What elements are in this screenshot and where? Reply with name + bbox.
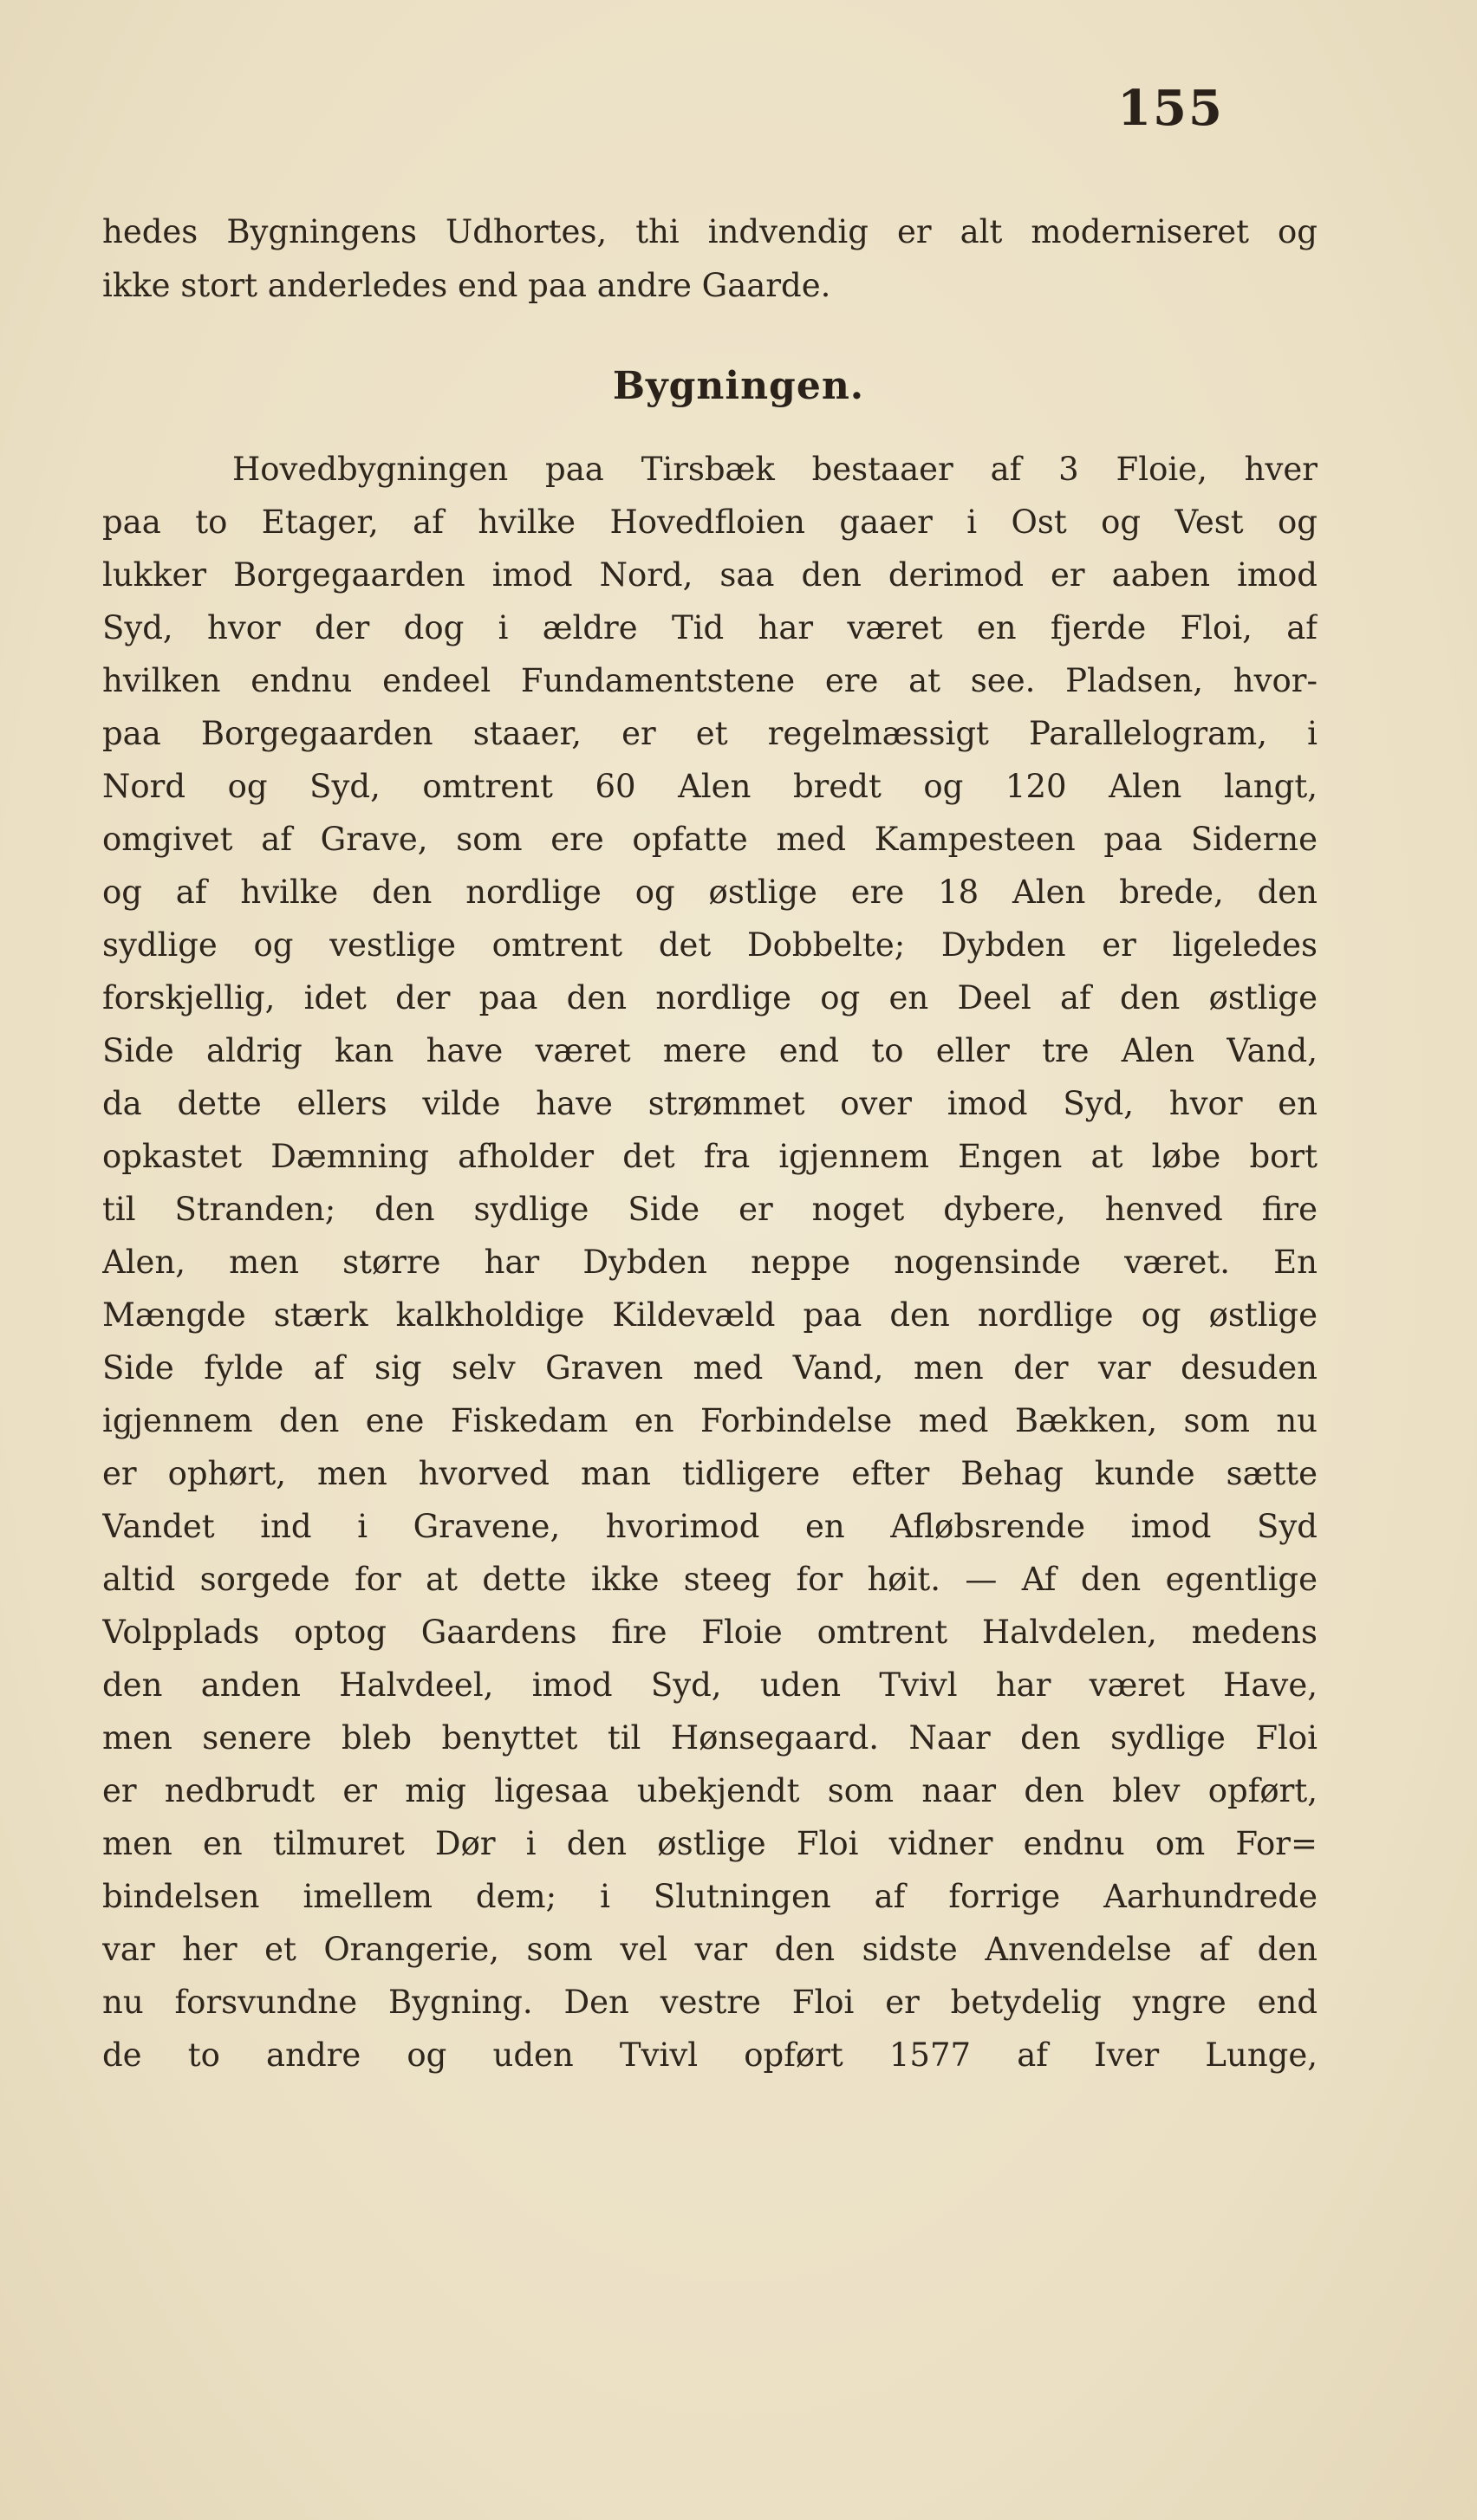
body-line-2: paa to Etager, af hvilke Hovedfloien gaaer i Ost og Vest og xyxy=(102,503,1318,541)
body-line-30: nu forsvundne Bygning. Den vestre Floi er betydelig yngre end xyxy=(102,1984,1318,2021)
body-line-20: er ophørt, men hvorved man tidligere efter Behag kunde sætte xyxy=(102,1455,1318,1492)
body-line-16: Alen, men større har Dybden neppe nogensinde været. En xyxy=(102,1244,1318,1281)
body-line-11: forskjellig, idet der paa den nordlige og en Deel af den østlige xyxy=(102,979,1318,1016)
body-line-28: bindelsen imellem dem; i Slutningen af forrige Aarhundrede xyxy=(102,1878,1318,1915)
intro-line-1: hedes Bygningens Udhortes, thi indvendig er alt moderniseret og xyxy=(102,213,1318,250)
body-line-4: Syd, hvor der dog i ældre Tid har været en fjerde Floi, af xyxy=(102,609,1318,646)
page-number: 155 xyxy=(1117,80,1224,137)
body-line-23: Volpplads optog Gaardens fire Floie omtrent Halvdelen, medens xyxy=(102,1614,1318,1651)
body-line-29: var her et Orangerie, som vel var den sidste Anvendelse af den xyxy=(102,1931,1318,1968)
body-line-31: de to andre og uden Tvivl opført 1577 af Iver Lunge, xyxy=(102,2036,1318,2074)
body-line-21: Vandet ind i Gravene, hvorimod en Afløbsrende imod Syd xyxy=(102,1508,1318,1545)
intro-line-2: ikke stort anderledes end paa andre Gaarde. xyxy=(102,267,831,304)
body-line-14: opkastet Dæmning afholder det fra igjennem Engen at løbe bort xyxy=(102,1138,1318,1175)
body-line-22: altid sorgede for at dette ikke steeg for høit. — Af den egentlige xyxy=(102,1561,1318,1598)
section-heading: Bygningen. xyxy=(612,364,865,408)
body-line-12: Side aldrig kan have været mere end to eller tre Alen Vand, xyxy=(102,1032,1318,1069)
body-line-8: omgivet af Grave, som ere opfatte med Kampesteen paa Siderne xyxy=(102,821,1318,858)
body-line-3: lukker Borgegaarden imod Nord, saa den derimod er aaben imod xyxy=(102,556,1318,594)
body-line-27: men en tilmuret Dør i den østlige Floi vidner endnu om For= xyxy=(102,1825,1318,1862)
body-line-25: men senere bleb benyttet til Hønsegaard. Naar den sydlige Floi xyxy=(102,1719,1318,1757)
body-line-26: er nedbrudt er mig ligesaa ubekjendt som naar den blev opført, xyxy=(102,1772,1318,1809)
body-line-10: sydlige og vestlige omtrent det Dobbelte; Dybden er ligeledes xyxy=(102,926,1318,964)
body-line-9: og af hvilke den nordlige og østlige ere 18 Alen brede, den xyxy=(102,874,1318,911)
body-line-18: Side fylde af sig selv Graven med Vand, men der var desuden xyxy=(102,1349,1318,1387)
body-line-13: da dette ellers vilde have strømmet over imod Syd, hvor en xyxy=(102,1085,1318,1122)
body-line-19: igjennem den ene Fiskedam en Forbindelse med Bækken, som nu xyxy=(102,1402,1318,1439)
body-line-15: til Stranden; den sydlige Side er noget dybere, henved fire xyxy=(102,1191,1318,1228)
body-line-24: den anden Halvdeel, imod Syd, uden Tvivl har været Have, xyxy=(102,1666,1318,1704)
body-line-17: Mængde stærk kalkholdige Kildevæld paa den nordlige og østlige xyxy=(102,1296,1318,1334)
body-line-5: hvilken endnu endeel Fundamentstene ere at see. Pladsen, hvor- xyxy=(102,662,1318,699)
body-line-6: paa Borgegaarden staaer, er et regelmæssigt Parallelogram, i xyxy=(102,715,1318,752)
body-line-7: Nord og Syd, omtrent 60 Alen bredt og 120 Alen langt, xyxy=(102,768,1318,805)
body-line-1: Hovedbygningen paa Tirsbæk bestaaer af 3 Floie, hver xyxy=(232,451,1318,488)
